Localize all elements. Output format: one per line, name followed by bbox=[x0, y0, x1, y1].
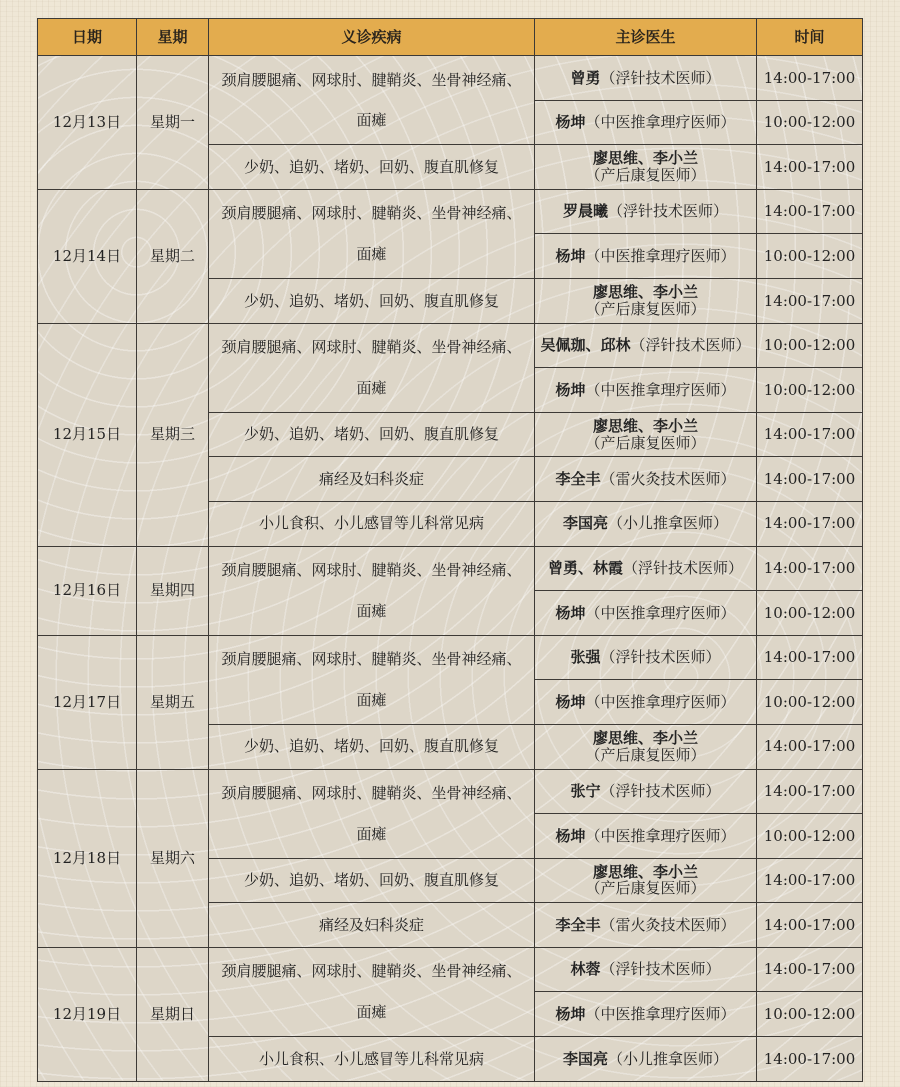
doctor-title: （中医推拿理疗医师） bbox=[585, 692, 736, 711]
table-header bbox=[38, 19, 863, 56]
time-cell: 10:00-12:00 bbox=[757, 100, 863, 145]
time-cell: 14:00-17:00 bbox=[757, 947, 863, 992]
doctor-title: （产后康复医师） bbox=[585, 879, 706, 898]
doctor-name: 张强 bbox=[570, 648, 601, 667]
doctor-cell bbox=[535, 457, 757, 502]
doctor-title: （产后康复医师） bbox=[585, 745, 706, 764]
disease-line: 面瘫 bbox=[356, 824, 387, 843]
doctor-cell bbox=[535, 234, 757, 279]
time-cell: 14:00-17:00 bbox=[757, 501, 863, 546]
time-cell: 14:00-17:00 bbox=[757, 1037, 863, 1082]
time-cell: 10:00-12:00 bbox=[757, 323, 863, 368]
doctor-name: 吴佩珈、邱林 bbox=[540, 336, 631, 355]
disease-cell: 痛经及妇科炎症 bbox=[209, 457, 535, 502]
doctor-title: （中医推拿理疗医师） bbox=[585, 1005, 736, 1024]
disease-cell bbox=[209, 323, 535, 412]
table-row bbox=[38, 947, 863, 992]
doctor-title: （中医推拿理疗医师） bbox=[585, 826, 736, 845]
header-date: 日期 bbox=[38, 19, 137, 56]
doctor-title: （小儿推拿医师） bbox=[608, 1049, 729, 1068]
doctor-cell bbox=[535, 189, 757, 234]
time-cell: 14:00-17:00 bbox=[757, 858, 863, 903]
time-cell: 14:00-17:00 bbox=[757, 635, 863, 680]
header-weekday: 星期 bbox=[137, 19, 209, 56]
weekday-cell: 星期一 bbox=[137, 56, 209, 190]
disease-cell: 少奶、追奶、堵奶、回奶、腹直肌修复 bbox=[209, 412, 535, 457]
time-cell: 14:00-17:00 bbox=[757, 546, 863, 591]
disease-line: 面瘫 bbox=[356, 111, 387, 130]
doctor-cell bbox=[535, 145, 757, 190]
doctor-name: 李全丰 bbox=[555, 915, 601, 934]
disease-line: 面瘫 bbox=[356, 244, 387, 263]
header-time: 时间 bbox=[757, 19, 863, 56]
weekday-cell: 星期日 bbox=[137, 947, 209, 1081]
time-cell: 14:00-17:00 bbox=[757, 724, 863, 769]
doctor-title: （中医推拿理疗医师） bbox=[585, 380, 736, 399]
doctor-cell bbox=[535, 368, 757, 413]
doctor-cell bbox=[535, 546, 757, 591]
doctor-title: （中医推拿理疗医师） bbox=[585, 113, 736, 132]
disease-cell: 少奶、追奶、堵奶、回奶、腹直肌修复 bbox=[209, 278, 535, 323]
doctor-name: 杨坤 bbox=[555, 380, 586, 399]
doctor-cell bbox=[535, 903, 757, 948]
doctor-cell bbox=[535, 814, 757, 859]
doctor-title: （浮针技术医师） bbox=[600, 782, 721, 801]
doctor-title: （雷火灸技术医师） bbox=[600, 469, 736, 488]
doctor-cell bbox=[535, 858, 757, 903]
doctor-cell bbox=[535, 412, 757, 457]
date-cell: 12月19日 bbox=[38, 947, 137, 1081]
doctor-title: （浮针技术医师） bbox=[600, 68, 721, 87]
doctor-cell bbox=[535, 947, 757, 992]
time-cell: 14:00-17:00 bbox=[757, 189, 863, 234]
doctor-name: 杨坤 bbox=[555, 692, 586, 711]
weekday-cell: 星期五 bbox=[137, 635, 209, 769]
disease-line: 颈肩腰腿痛、网球肘、腱鞘炎、坐骨神经痛、 bbox=[221, 784, 522, 803]
doctor-name: 杨坤 bbox=[555, 826, 586, 845]
doctor-cell bbox=[535, 100, 757, 145]
time-cell: 10:00-12:00 bbox=[757, 680, 863, 725]
doctor-title: （中医推拿理疗医师） bbox=[585, 603, 736, 622]
disease-cell bbox=[209, 189, 535, 278]
weekday-cell: 星期三 bbox=[137, 323, 209, 546]
doctor-name: 曾勇 bbox=[570, 68, 601, 87]
disease-cell: 少奶、追奶、堵奶、回奶、腹直肌修复 bbox=[209, 145, 535, 190]
doctor-name: 张宁 bbox=[570, 782, 601, 801]
doctor-name: 李国亮 bbox=[562, 1049, 608, 1068]
doctor-name: 廖思维、李小兰 bbox=[592, 417, 698, 436]
disease-cell: 少奶、追奶、堵奶、回奶、腹直肌修复 bbox=[209, 724, 535, 769]
doctor-cell bbox=[535, 323, 757, 368]
disease-cell bbox=[209, 769, 535, 858]
doctor-cell bbox=[535, 769, 757, 814]
doctor-cell bbox=[535, 680, 757, 725]
doctor-cell bbox=[535, 591, 757, 636]
doctor-cell bbox=[535, 992, 757, 1037]
header-row bbox=[38, 19, 863, 56]
doctor-cell bbox=[535, 56, 757, 101]
schedule-table bbox=[37, 18, 863, 1082]
disease-line: 颈肩腰腿痛、网球肘、腱鞘炎、坐骨神经痛、 bbox=[221, 70, 522, 89]
time-cell: 14:00-17:00 bbox=[757, 145, 863, 190]
doctor-name: 李全丰 bbox=[555, 469, 601, 488]
date-cell: 12月14日 bbox=[38, 189, 137, 323]
doctor-title: （浮针技术医师） bbox=[600, 648, 721, 667]
doctor-name: 杨坤 bbox=[555, 603, 586, 622]
doctor-title: （小儿推拿医师） bbox=[608, 514, 729, 533]
doctor-title: （浮针技术医师） bbox=[623, 559, 744, 578]
doctor-title: （浮针技术医师） bbox=[608, 202, 729, 221]
disease-cell: 少奶、追奶、堵奶、回奶、腹直肌修复 bbox=[209, 858, 535, 903]
date-cell: 12月18日 bbox=[38, 769, 137, 947]
time-cell: 14:00-17:00 bbox=[757, 903, 863, 948]
disease-line: 面瘫 bbox=[356, 378, 387, 397]
weekday-cell: 星期二 bbox=[137, 189, 209, 323]
doctor-title: （产后康复医师） bbox=[585, 299, 706, 318]
time-cell: 10:00-12:00 bbox=[757, 234, 863, 279]
doctor-cell bbox=[535, 278, 757, 323]
disease-cell bbox=[209, 947, 535, 1036]
doctor-title: （浮针技术医师） bbox=[600, 960, 721, 979]
header-doctor: 主诊医生 bbox=[535, 19, 757, 56]
disease-cell bbox=[209, 635, 535, 724]
doctor-name: 廖思维、李小兰 bbox=[592, 729, 698, 748]
date-cell: 12月15日 bbox=[38, 323, 137, 546]
doctor-title: （产后康复医师） bbox=[585, 165, 706, 184]
disease-line: 面瘫 bbox=[356, 601, 387, 620]
weekday-cell: 星期六 bbox=[137, 769, 209, 947]
time-cell: 14:00-17:00 bbox=[757, 412, 863, 457]
doctor-name: 曾勇、林霞 bbox=[547, 559, 623, 578]
time-cell: 14:00-17:00 bbox=[757, 457, 863, 502]
table-row bbox=[38, 56, 863, 101]
disease-cell: 小儿食积、小儿感冒等儿科常见病 bbox=[209, 501, 535, 546]
weekday-cell: 星期四 bbox=[137, 546, 209, 635]
doctor-name: 罗晨曦 bbox=[562, 202, 608, 221]
doctor-cell bbox=[535, 635, 757, 680]
doctor-name: 杨坤 bbox=[555, 113, 586, 132]
disease-line: 面瘫 bbox=[356, 690, 387, 709]
time-cell: 14:00-17:00 bbox=[757, 769, 863, 814]
doctor-title: （产后康复医师） bbox=[585, 433, 706, 452]
disease-line: 颈肩腰腿痛、网球肘、腱鞘炎、坐骨神经痛、 bbox=[221, 650, 522, 669]
doctor-name: 廖思维、李小兰 bbox=[592, 862, 698, 881]
time-cell: 14:00-17:00 bbox=[757, 278, 863, 323]
time-cell: 10:00-12:00 bbox=[757, 814, 863, 859]
doctor-cell bbox=[535, 724, 757, 769]
time-cell: 10:00-12:00 bbox=[757, 992, 863, 1037]
doctor-title: （浮针技术医师） bbox=[630, 336, 751, 355]
doctor-name: 廖思维、李小兰 bbox=[592, 283, 698, 302]
doctor-name: 李国亮 bbox=[562, 514, 608, 533]
table-row bbox=[38, 635, 863, 680]
table-row bbox=[38, 546, 863, 591]
date-cell: 12月13日 bbox=[38, 56, 137, 190]
disease-cell: 小儿食积、小儿感冒等儿科常见病 bbox=[209, 1037, 535, 1082]
table-row bbox=[38, 769, 863, 814]
doctor-cell bbox=[535, 1037, 757, 1082]
disease-cell bbox=[209, 546, 535, 635]
doctor-name: 林蓉 bbox=[570, 960, 601, 979]
time-cell: 10:00-12:00 bbox=[757, 368, 863, 413]
disease-line: 面瘫 bbox=[356, 1002, 387, 1021]
table-body bbox=[38, 56, 863, 1082]
doctor-title: （雷火灸技术医师） bbox=[600, 915, 736, 934]
doctor-title: （中医推拿理疗医师） bbox=[585, 246, 736, 265]
date-cell: 12月17日 bbox=[38, 635, 137, 769]
disease-line: 颈肩腰腿痛、网球肘、腱鞘炎、坐骨神经痛、 bbox=[221, 561, 522, 580]
disease-cell bbox=[209, 56, 535, 145]
doctor-cell bbox=[535, 501, 757, 546]
table-row bbox=[38, 323, 863, 368]
time-cell: 10:00-12:00 bbox=[757, 591, 863, 636]
disease-line: 颈肩腰腿痛、网球肘、腱鞘炎、坐骨神经痛、 bbox=[221, 338, 522, 357]
disease-line: 颈肩腰腿痛、网球肘、腱鞘炎、坐骨神经痛、 bbox=[221, 204, 522, 223]
header-disease: 义诊疾病 bbox=[209, 19, 535, 56]
disease-line: 颈肩腰腿痛、网球肘、腱鞘炎、坐骨神经痛、 bbox=[221, 962, 522, 981]
doctor-name: 杨坤 bbox=[555, 1005, 586, 1024]
doctor-name: 廖思维、李小兰 bbox=[592, 149, 698, 168]
date-cell: 12月16日 bbox=[38, 546, 137, 635]
time-cell: 14:00-17:00 bbox=[757, 56, 863, 101]
disease-cell: 痛经及妇科炎症 bbox=[209, 903, 535, 948]
doctor-name: 杨坤 bbox=[555, 246, 586, 265]
table-row bbox=[38, 189, 863, 234]
